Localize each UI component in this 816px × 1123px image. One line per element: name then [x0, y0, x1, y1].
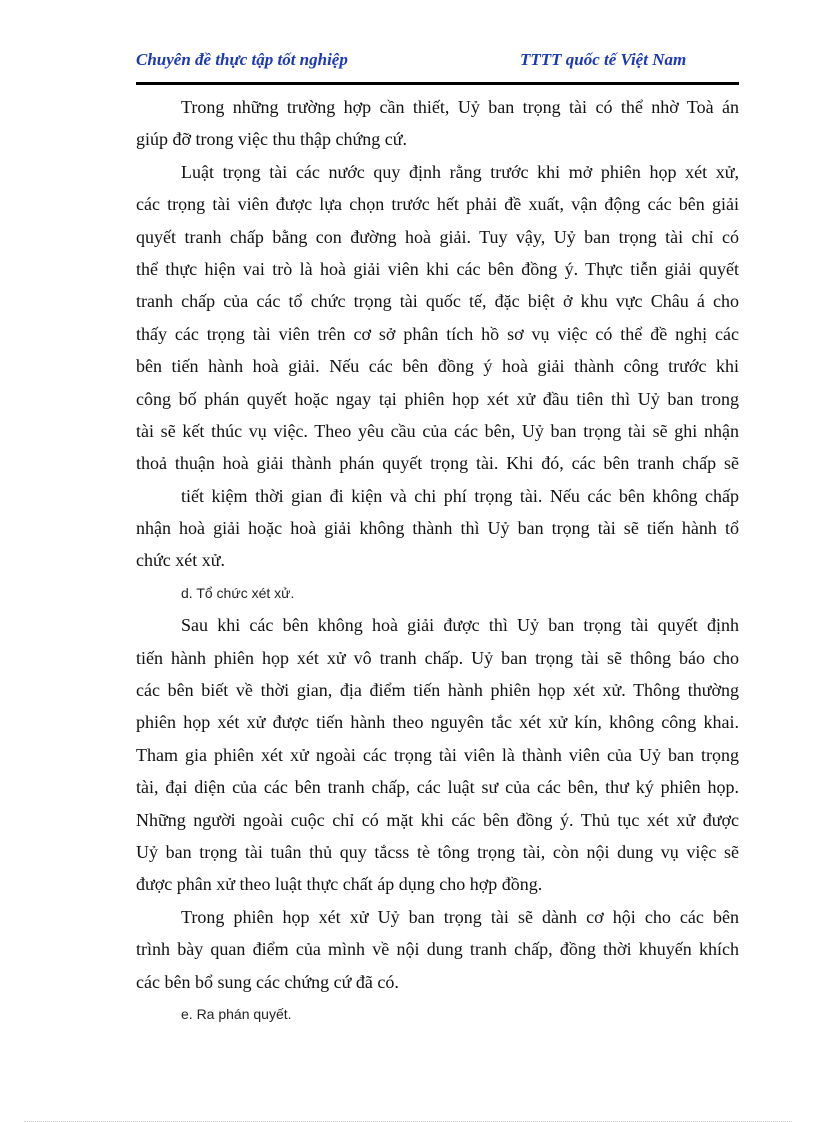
text-line: tài, đại diện của các bên tranh chấp, các luật sư của các bên, thư ký phiên họp.: [136, 777, 739, 798]
text-line: Những người ngoài cuộc chỉ có mặt khi các bên đồng ý. Thủ tục xét xử được: [136, 809, 739, 830]
text-line: tranh chấp của các tổ chức trọng tài quốc tế, đặc biệt ở khu vực Châu á cho: [136, 291, 739, 312]
text-line: nhận hoà giải hoặc hoà giải không thành thì Uỷ ban trọng tài sẽ tiến hành tổ: [136, 518, 739, 539]
text-line: Trong phiên họp xét xử Uỷ ban trọng tài sẽ dành cơ hội cho các bên: [181, 906, 739, 927]
text-line: các trọng tài viên được lựa chọn trước hết phải đề xuất, vận động các bên giải: [136, 194, 739, 215]
text-line: thể thực hiện vai trò là hoà giải viên khi các bên đồng ý. Thực tiễn giải quyết: [136, 258, 739, 279]
text-line: Sau khi các bên không hoà giải được thì Uỷ ban trọng tài quyết định: [181, 615, 739, 636]
footer-divider: [24, 1121, 792, 1122]
text-line: tiến hành phiên họp xét xử vô tranh chấp. Uỷ ban trọng tài sẽ thông báo cho: [136, 647, 739, 668]
section-heading: e. Ra phán quyết.: [181, 1005, 292, 1022]
text-line: trình bày quan điểm của mình về nội dung tranh chấp, đồng thời khuyến khích: [136, 939, 739, 960]
section-heading: d. Tổ chức xét xử.: [181, 584, 295, 601]
document-body: [136, 91, 739, 1030]
text-line: tiết kiệm thời gian đi kiện và chi phí trọng tài. Nếu các bên không chấp: [181, 485, 739, 506]
text-line: thấy các trọng tài viên trên cơ sở phân tích hồ sơ vụ việc có thể đề nghị các: [136, 323, 739, 344]
text-line: các bên biết về thời gian, địa điểm tiến hành phiên họp xét xử. Thông thường: [136, 680, 739, 701]
text-line: Trong những trường hợp cần thiết, Uỷ ban trọng tài có thể nhờ Toà án: [181, 97, 739, 117]
text-line: tài sẽ kết thúc vụ việc. Theo yêu cầu của các bên, Uỷ ban trọng tài sẽ ghi nhận: [136, 420, 739, 441]
text-line: quyết tranh chấp bằng con đường hoà giải. Tuy vậy, Uỷ ban trọng tài chỉ có: [136, 226, 739, 247]
text-line: phiên họp xét xử được tiến hành theo nguyên tắc xét xử kín, không công khai.: [136, 712, 739, 733]
text-line: thoả thuận hoà giải thành phán quyết trọng tài. Khi đó, các bên tranh chấp sẽ: [136, 453, 739, 474]
text-line: giúp đỡ trong việc thu thập chứng cứ.: [136, 129, 407, 150]
text-line: Tham gia phiên xét xử ngoài các trọng tài viên là thành viên của Uỷ ban trọng: [136, 744, 739, 765]
header-title-right: TTTT quốc tế Việt Nam: [520, 50, 687, 69]
page-header: [136, 48, 739, 85]
text-line: Uỷ ban trọng tài tuân thủ quy tắcss tè tông trọng tài, còn nội dung vụ việc sẽ: [136, 841, 739, 862]
text-line: công bố phán quyết hoặc ngay tại phiên họp xét xử đầu tiên thì Uỷ ban trong: [136, 388, 739, 409]
text-line: được phân xử theo luật thực chất áp dụng cho hợp đồng.: [136, 874, 543, 895]
text-line: Luật trọng tài các nước quy định rằng trước khi mở phiên họp xét xử,: [181, 161, 739, 182]
header-title-left: Chuyên đề thực tập tốt nghiệp: [136, 50, 348, 69]
text-line: bên tiến hành hoà giải. Nếu các bên đồng ý hoà giải thành công trước khi: [136, 356, 739, 377]
text-line: các bên bổ sung các chứng cứ đã có.: [136, 971, 399, 992]
text-line: chức xét xử.: [136, 550, 225, 571]
